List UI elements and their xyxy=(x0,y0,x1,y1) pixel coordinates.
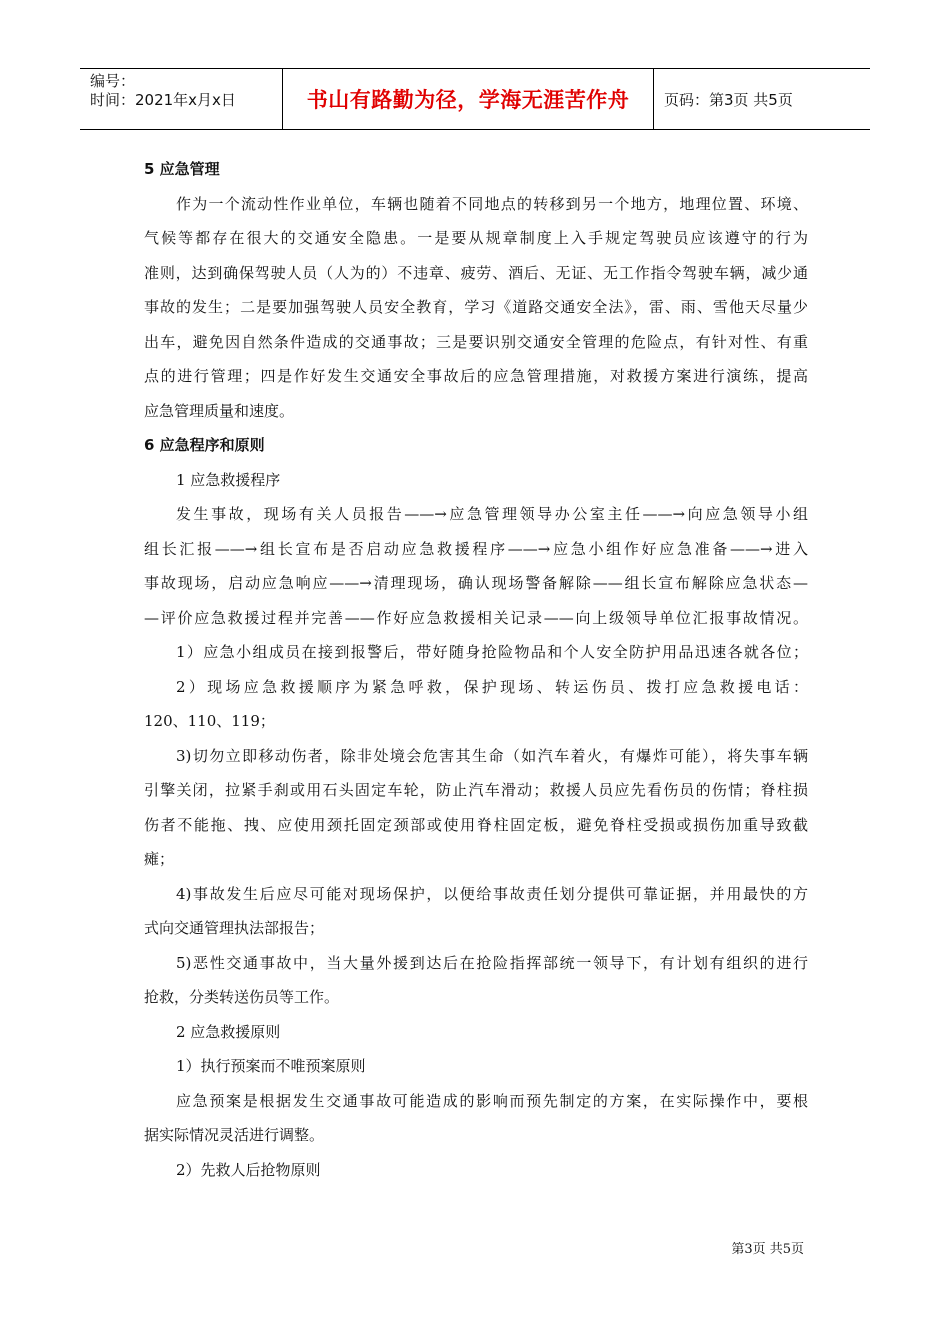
principle-paragraph-cont: 据实际情况灵活进行调整。 xyxy=(144,1126,325,1144)
page-header xyxy=(80,68,870,130)
principle-heading-1: 1）执行预案而不唯预案原则 xyxy=(176,1057,366,1075)
list-item-5-cont: 抢救，分类转送伤员等工作。 xyxy=(144,988,340,1006)
list-item-4: 4)事故发生后应尽可能对现场保护，以便给事故责任划分提供可靠证据，并用最快的方 xyxy=(176,884,808,903)
subsection-heading-2: 2 应急救援原则 xyxy=(176,1022,281,1041)
list-item-3-cont: 瘫； xyxy=(144,850,175,868)
list-item-5: 5)恶性交通事故中，当大量外援到达后在抢险指挥部统一领导下，有计划有组织的进行 xyxy=(176,953,808,972)
paragraph-line: 准则，达到确保驾驶人员（人为的）不违章、疲劳、酒后、无证、无工作指令驾驶车辆，减少通 xyxy=(144,263,808,282)
principle-heading-2: 2）先救人后抢物原则 xyxy=(176,1160,321,1179)
list-item-3-cont: 引擎关闭，拉紧手刹或用石头固定车轮，防止汽车滑动；救援人员应先看伤员的伤情；脊柱损 xyxy=(144,781,808,799)
header-motto-cell xyxy=(282,69,654,129)
flow-line: —评价应急救援过程并完善——作好应急救援相关记录——向上级领导单位汇报事故情况。 xyxy=(144,608,808,627)
list-item-2: 2）现场应急救援顺序为紧急呼救，保护现场、转运伤员、拨打应急救援电话： xyxy=(176,677,808,696)
list-item-4-cont: 式向交通管理执法部报告； xyxy=(144,919,325,937)
list-item-2-cont: 120、110、119； xyxy=(144,712,275,730)
header-meta xyxy=(80,69,282,129)
paragraph-line: 事故的发生；二是要加强驾驶人员安全教育，学习《道路交通安全法》，雷、雨、雪他天尽量少 xyxy=(144,298,808,316)
serial-number-label: 编号： xyxy=(90,72,136,90)
subsection-heading-1: 1 应急救援程序 xyxy=(176,470,281,489)
header-motto: 书山有路勤为径，学海无涯苦作舟 xyxy=(306,88,630,112)
section-heading-5: 5 应急管理 xyxy=(144,160,220,178)
flow-line: 事故现场，启动应急响应——→清理现场，确认现场警备解除——组长宣布解除应急状态— xyxy=(144,574,808,592)
list-item-3-cont: 伤者不能拖、拽、应使用颈托固定颈部或使用脊柱固定板，避免脊柱受损或损伤加重导致截 xyxy=(144,815,808,834)
flow-line: 组长汇报——→组长宣布是否启动应急救援程序——→应急小组作好应急准备——→进入 xyxy=(144,539,808,558)
paragraph-line: 应急管理质量和速度。 xyxy=(144,401,295,420)
page-footer: 第3页 共5页 xyxy=(731,1242,804,1257)
paragraph-line: 气候等都存在很大的交通安全隐患。一是要从规章制度上入手规定驾驶员应该遵守的行为 xyxy=(144,229,808,247)
list-item-3: 3)切勿立即移动伤者，除非处境会危害其生命（如汽车着火，有爆炸可能），将失事车辆 xyxy=(176,746,808,765)
paragraph-line: 点的进行管理；四是作好发生交通安全事故后的应急管理措施，对救援方案进行演练，提高 xyxy=(144,367,808,385)
header-page-info: 页码：第3页 共5页 xyxy=(664,90,793,109)
paragraph-line: 出车，避免因自然条件造成的交通事故；三是要识别交通安全管理的危险点，有针对性、有重 xyxy=(144,332,808,351)
document-body xyxy=(144,152,808,1187)
paragraph-line: 作为一个流动性作业单位，车辆也随着不同地点的转移到另一个地方，地理位置、环境、 xyxy=(176,194,808,213)
section-heading-6: 6 应急程序和原则 xyxy=(144,436,265,454)
flow-line: 发生事故，现场有关人员报告——→应急管理领导办公室主任——→向应急领导小组 xyxy=(176,505,808,523)
list-item-1: 1）应急小组成员在接到报警后，带好随身抢险物品和个人安全防护用品迅速各就各位； xyxy=(176,643,808,661)
principle-paragraph: 应急预案是根据发生交通事故可能造成的影响而预先制定的方案，在实际操作中，要根 xyxy=(176,1091,808,1110)
date-line: 时间：2021年x月x日 xyxy=(90,91,236,109)
